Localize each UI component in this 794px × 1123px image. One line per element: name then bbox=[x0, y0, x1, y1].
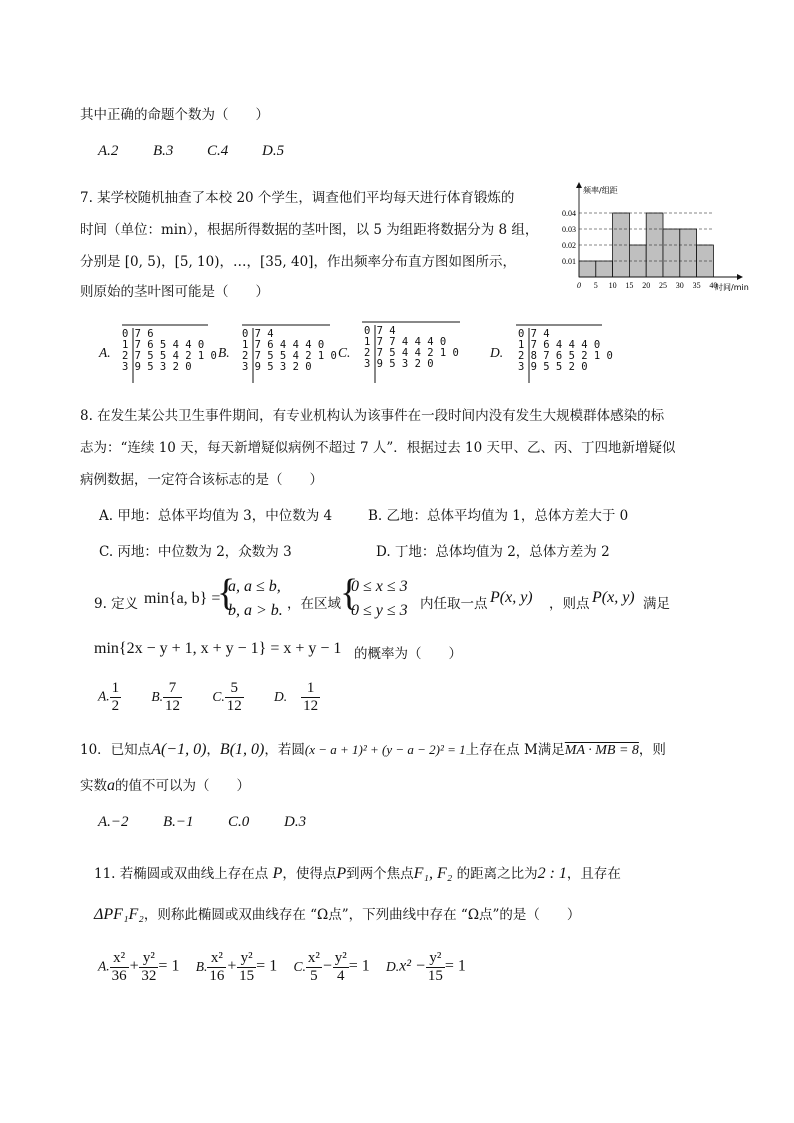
fraction bbox=[333, 950, 349, 984]
q6-stem-tail: 其中正确的命题个数为（ ） bbox=[80, 107, 269, 123]
q9-option-c-fraction bbox=[225, 680, 244, 714]
stemleaf-row: 0 7 4 bbox=[242, 328, 274, 340]
q10-point-b: B(1, 0) bbox=[219, 741, 265, 758]
numerator: x² bbox=[207, 950, 226, 968]
histogram-bar bbox=[596, 261, 613, 277]
q11-text-e: ，且存在 bbox=[566, 866, 621, 882]
x-tick-label: 35 bbox=[692, 281, 701, 290]
q11-foci: F₁, F₂ bbox=[413, 865, 453, 882]
q9-point-1: P(x, y) bbox=[490, 589, 533, 606]
q11-option-c-label: C. bbox=[293, 958, 306, 974]
q10-circle-eq: (x − a + 1)² + (y − a − 2)² = 1 bbox=[304, 742, 466, 757]
x-tick-label: 30 bbox=[675, 281, 684, 290]
x-tick-label: 15 bbox=[625, 281, 634, 290]
q7-line-4: 则原始的茎叶图可能是（ ） bbox=[80, 284, 269, 300]
q6-option-c: C.4 bbox=[207, 143, 229, 159]
q9-option-c-label: C. bbox=[212, 688, 225, 704]
q6-option-d: D.5 bbox=[262, 143, 285, 159]
stemleaf-row: 3 9 5 3 2 0 bbox=[242, 361, 312, 373]
q9-mid: ，在区域 bbox=[287, 596, 341, 612]
q11-intro: 11. 若椭圆或双曲线上存在点 bbox=[94, 866, 269, 882]
q9-condition-tail: 的概率为（ ） bbox=[354, 646, 462, 662]
stemleaf-row: 1 7 6 5 4 4 0 bbox=[122, 339, 205, 351]
denominator: 5 bbox=[310, 967, 318, 984]
stemleaf-row: 1 7 6 4 4 4 0 bbox=[242, 339, 325, 351]
numerator: y² bbox=[139, 950, 158, 968]
fraction bbox=[306, 950, 322, 984]
q9-option-b-fraction bbox=[163, 680, 182, 714]
x-tick-label: 0 bbox=[577, 281, 581, 290]
q8-option-c: C. 丙地：中位数为 2，众数为 3 bbox=[99, 544, 292, 560]
q7-option-d-label: D. bbox=[490, 345, 504, 360]
q9-option-a-label: A. bbox=[98, 688, 110, 704]
operator: − bbox=[321, 957, 333, 975]
histogram-bar bbox=[579, 261, 596, 277]
q11-option-d-label: D. bbox=[386, 958, 400, 974]
q7-option-a-label: A. bbox=[99, 345, 111, 360]
q8-line-1: 8. 在发生某公共卫生事件期间，有专业机构认为该事件在一段时间内没有发生大规模群体感染的标 bbox=[80, 408, 665, 424]
stemleaf-row: 2 8 7 6 5 2 1 0 bbox=[518, 350, 613, 362]
q10-line-2-text: 实数 bbox=[80, 778, 107, 794]
q10-var-a: a bbox=[107, 777, 115, 794]
stemleaf-row: 0 7 6 bbox=[122, 328, 154, 340]
q10-circle-intro: ，若圆 bbox=[264, 742, 305, 758]
y-tick-label: 0.04 bbox=[562, 209, 576, 218]
q9-option-d-fraction bbox=[301, 680, 320, 714]
x-tick-label: 5 bbox=[593, 281, 598, 290]
q8-line-2: 志为：“连续 10 天，每天新增疑似病例不超过 7 人”．根据过去 10 天甲、乙、丙、丁四地新增疑似 bbox=[80, 440, 676, 456]
stemleaf-row: 2 7 5 5 4 2 1 0 bbox=[242, 350, 337, 362]
q7-option-c-label: C. bbox=[338, 345, 351, 360]
q11-ratio: 2 : 1 bbox=[537, 865, 567, 882]
denominator: 15 bbox=[427, 967, 443, 984]
q9-suffix-3: 满足 bbox=[643, 596, 670, 612]
numerator: y² bbox=[426, 950, 445, 968]
q10-option-d: D.3 bbox=[284, 814, 307, 830]
denominator: 4 bbox=[336, 967, 345, 984]
stemleaf-row: 3 9 5 5 2 0 bbox=[518, 361, 588, 373]
q9-option-d-label: D. bbox=[274, 688, 288, 704]
q11-option-a-label: A. bbox=[98, 958, 110, 974]
numerator: x² bbox=[307, 950, 320, 966]
y-axis-arrow bbox=[576, 182, 582, 188]
q8-option-a: A. 甲地：总体平均值为 3，中位数为 4 bbox=[99, 508, 333, 524]
stemleaf-row: 0 7 4 bbox=[518, 328, 550, 340]
stemleaf-row: 1 7 7 4 4 4 0 bbox=[364, 336, 447, 348]
denominator: 32 bbox=[141, 967, 157, 984]
denominator: 12 bbox=[303, 697, 319, 714]
fraction bbox=[237, 950, 256, 984]
y-axis-label: 频率/组距 bbox=[583, 186, 618, 195]
q10-option-b: B.−1 bbox=[163, 814, 194, 830]
stemleaf-row: 2 7 5 4 4 2 1 0 bbox=[364, 347, 459, 359]
y-tick-label: 0.02 bbox=[562, 241, 576, 250]
q9-option-b-label: B. bbox=[151, 688, 164, 704]
q9-suffix-2: ，则点 bbox=[549, 596, 590, 612]
fraction bbox=[110, 950, 129, 984]
q11-line-2 bbox=[94, 903, 580, 924]
rhs: = 1 bbox=[444, 957, 466, 975]
q10-tail: ，则 bbox=[638, 742, 666, 758]
q10-line-2-tail: 的值不可以为（ ） bbox=[115, 778, 250, 794]
q9-region-y: 0 ≤ y ≤ 3 bbox=[351, 602, 408, 619]
q10-point-a: A(−1, 0) bbox=[151, 741, 207, 758]
x-axis-label: 时间/min bbox=[715, 283, 749, 292]
q9-condition: min{2x − y + 1, x + y − 1} = x + y − 1 bbox=[94, 640, 342, 657]
denominator: 2 bbox=[111, 697, 120, 714]
q7-option-b-label: B. bbox=[218, 345, 230, 360]
denominator: 36 bbox=[111, 967, 127, 984]
rhs: = 1 bbox=[256, 957, 278, 975]
numerator: x² bbox=[110, 950, 129, 968]
q7-line-1: 7. 某学校随机抽查了本校 20 个学生，调查他们平均每天进行体育锻炼的 bbox=[80, 190, 515, 206]
histogram-bar bbox=[663, 229, 680, 277]
stemleaf-row: 3 9 5 3 2 0 bbox=[364, 358, 434, 370]
q11-point-p: P bbox=[272, 865, 283, 882]
rhs: = 1 bbox=[348, 957, 370, 975]
numerator: 5 bbox=[225, 680, 244, 698]
y-tick-label: 0.03 bbox=[562, 225, 576, 234]
q11-line-1 bbox=[94, 862, 621, 883]
q11-options bbox=[98, 950, 466, 984]
q10-sep: ， bbox=[206, 742, 220, 758]
q8-option-b: B. 乙地：总体平均值为 1，总体方差大于 0 bbox=[368, 508, 629, 524]
q10-dot-product: MA · MB = 8 bbox=[564, 743, 639, 758]
q11-option-b-label: B. bbox=[195, 958, 208, 974]
term: x² − bbox=[399, 957, 426, 975]
q9-case-2: b, a > b. bbox=[228, 602, 283, 619]
x-axis-arrow bbox=[737, 274, 743, 280]
fraction bbox=[426, 950, 445, 984]
stemleaf-row: 2 7 5 5 4 2 1 0 bbox=[122, 350, 217, 362]
rhs: = 1 bbox=[158, 957, 180, 975]
x-tick-label: 40 bbox=[709, 281, 718, 290]
q11-point-p-2: P bbox=[336, 865, 347, 882]
q9-case-1: a, a ≤ b, bbox=[228, 578, 281, 595]
q11-text-b: ，使得点 bbox=[282, 866, 337, 882]
denominator: 16 bbox=[209, 967, 225, 984]
q10-line-1 bbox=[80, 738, 666, 759]
numerator: y² bbox=[334, 950, 347, 966]
stemleaf-row: 3 9 5 3 2 0 bbox=[122, 361, 192, 373]
q11-line-2-text: ，则称此椭圆或双曲线存在 “Ω点”，下列曲线中存在 “Ω点”的是（ ） bbox=[143, 907, 581, 923]
numerator: 7 bbox=[163, 680, 182, 698]
q6-option-a: A.2 bbox=[98, 143, 119, 159]
numerator: 1 bbox=[301, 680, 320, 698]
histogram-chart bbox=[555, 180, 765, 295]
denominator: 12 bbox=[226, 697, 242, 714]
q11-text-d: 的距离之比为 bbox=[456, 866, 538, 882]
q9-point-2: P(x, y) bbox=[592, 589, 635, 606]
q10-line-2 bbox=[80, 774, 250, 795]
q8-option-d: D. 丁地：总体均值为 2，总体方差为 2 bbox=[376, 544, 610, 560]
q11-text-c: 到两个焦点 bbox=[346, 866, 414, 882]
q10-condition: 上存在点 M满足 bbox=[465, 742, 565, 758]
y-tick-label: 0.01 bbox=[562, 257, 576, 266]
q10-intro: 10．已知点 bbox=[80, 742, 152, 758]
q8-line-3: 病例数据，一定符合该标志的是（ ） bbox=[80, 472, 323, 488]
q10-option-a: A.−2 bbox=[98, 814, 129, 830]
q9-region-x: 0 ≤ x ≤ 3 bbox=[351, 578, 408, 595]
numerator: y² bbox=[237, 950, 256, 968]
q6-option-b: B.3 bbox=[153, 143, 174, 159]
x-tick-label: 20 bbox=[642, 281, 651, 290]
q9-option-a-fraction bbox=[110, 680, 122, 714]
stemleaf-row: 1 7 6 4 4 4 0 bbox=[518, 339, 601, 351]
q10-option-c: C.0 bbox=[228, 814, 250, 830]
q7-line-3: 分别是 [0, 5)，[5, 10)，…，[35, 40]，作出频率分布直方图如图所示， bbox=[80, 254, 516, 270]
denominator: 12 bbox=[165, 697, 181, 714]
denominator: 15 bbox=[239, 967, 255, 984]
x-tick-label: 25 bbox=[659, 281, 667, 290]
q9-region-brace: { bbox=[340, 572, 359, 614]
stemleaf-frames bbox=[118, 320, 618, 390]
operator: + bbox=[226, 957, 238, 975]
q7-line-2: 时间（单位：min），根据所得数据的茎叶图，以 5 为组距将数据分为 8 组， bbox=[80, 222, 539, 238]
q9-options bbox=[98, 680, 320, 714]
q9-prefix: 9. 定义 bbox=[94, 596, 139, 612]
q9-def-brace: { bbox=[217, 572, 236, 614]
q11-triangle: ΔPF₁F₂ bbox=[94, 906, 144, 923]
stemleaf-row: 0 7 4 bbox=[364, 325, 396, 337]
numerator: 1 bbox=[111, 680, 120, 696]
x-tick-label: 10 bbox=[608, 281, 617, 290]
fraction bbox=[207, 950, 226, 984]
q9-suffix-1: 内任取一点 bbox=[420, 596, 488, 612]
operator: + bbox=[128, 957, 140, 975]
histogram-bar bbox=[680, 229, 697, 277]
fraction bbox=[139, 950, 158, 984]
q9-min-def: min{a, b} = bbox=[144, 590, 221, 607]
